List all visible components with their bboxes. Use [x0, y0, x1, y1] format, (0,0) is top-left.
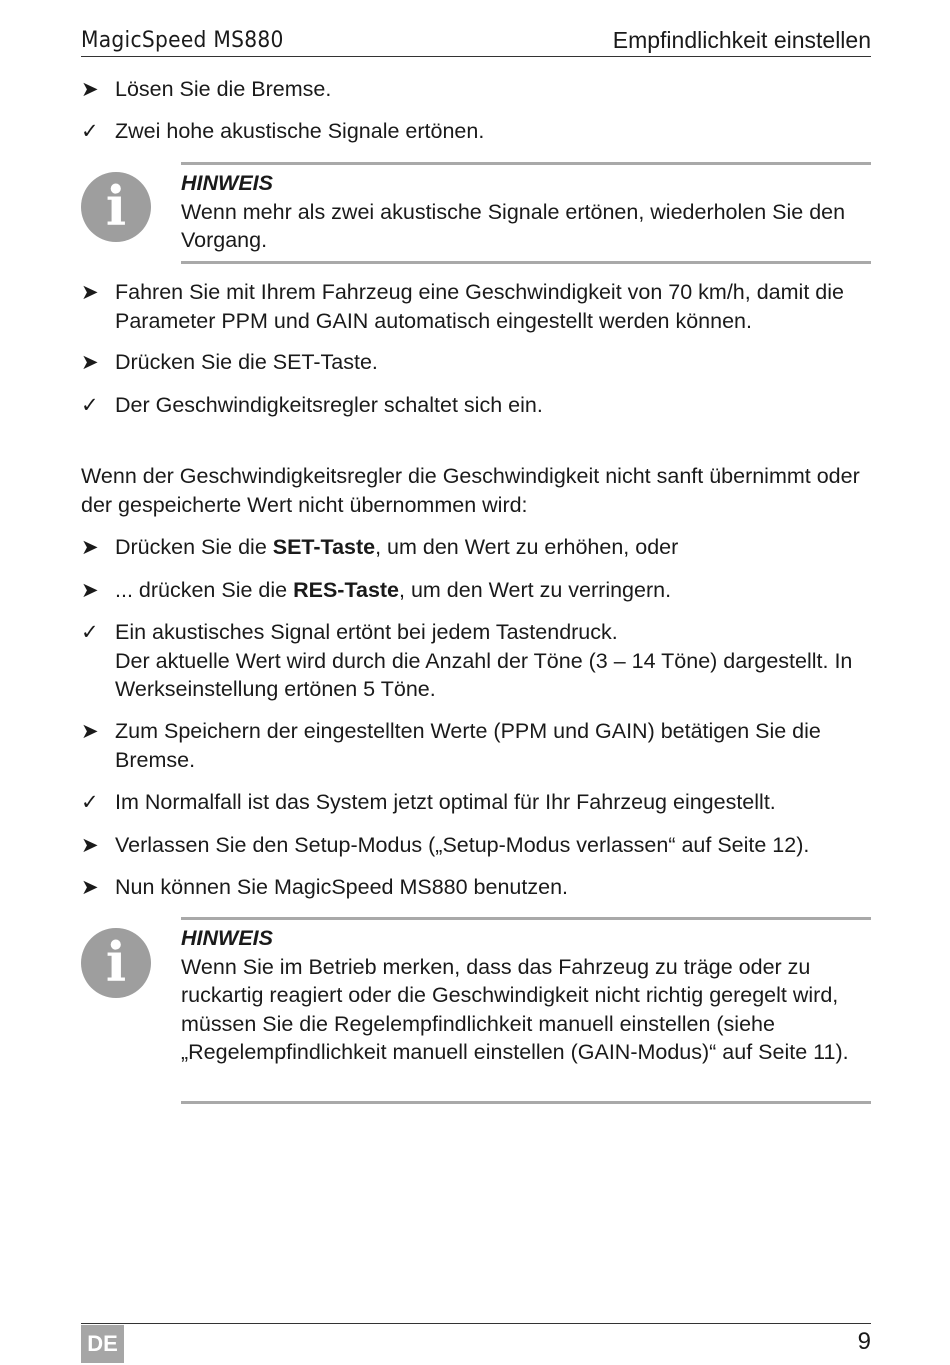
step-text: ... drücken Sie die RES-Taste, um den Wert zu verringern. — [115, 578, 672, 602]
note-text: Wenn mehr als zwei akustische Signale ertönen, wiederholen Sie den Vorgang. — [181, 199, 846, 252]
step-item — [81, 576, 873, 605]
key-name: RES-Taste — [293, 578, 400, 602]
product-name: MagicSpeed MS880 — [81, 28, 284, 53]
section-title: Empfindlichkeit einstellen — [612, 27, 871, 53]
check-icon: ✓ — [81, 790, 99, 814]
page-number: 9 — [857, 1328, 871, 1355]
result-item — [81, 117, 873, 146]
page-header — [81, 22, 871, 57]
arrow-icon: ➤ — [81, 350, 99, 374]
note-body — [181, 169, 871, 255]
step-text: Lösen Sie die Bremse. — [115, 77, 332, 101]
result-item — [81, 618, 873, 704]
key-name: SET-Taste — [272, 535, 376, 559]
note-rule-bottom — [181, 261, 871, 264]
step-text: Nun können Sie MagicSpeed MS880 benutzen. — [115, 875, 569, 899]
result-item — [81, 391, 873, 420]
arrow-icon: ➤ — [81, 875, 99, 899]
step-text: Zum Speichern der eingestellten Werte (PPM und GAIN) betätigen Sie die Bremse. — [115, 719, 821, 772]
note-title: HINWEIS — [181, 171, 273, 195]
step-text: Drücken Sie die SET-Taste, um den Wert zu erhöhen, oder — [115, 535, 679, 559]
note-text: Wenn Sie im Betrieb merken, dass das Fahrzeug zu träge oder zu ruckartig reagiert oder die Geschwindigkeit nicht richtig geregelt wird, müssen Sie die Regelempfindlichkeit manuell einstellen (siehe „Regelempfindlichkeit manuell einstellen (GAIN-Modus)“ auf Seite 11). — [181, 954, 849, 1064]
step-item — [81, 348, 873, 377]
arrow-icon: ➤ — [81, 833, 99, 857]
info-icon: i — [81, 172, 151, 242]
info-icon: i — [81, 928, 151, 998]
step-text: Drücken Sie die SET-Taste. — [115, 350, 378, 374]
note-body — [181, 924, 871, 1067]
step-item — [81, 533, 873, 562]
step-item — [81, 831, 873, 860]
step-text: Verlassen Sie den Setup-Modus („Setup-Modus verlassen“ auf Seite 12). — [115, 833, 810, 857]
check-icon: ✓ — [81, 119, 99, 143]
footer-rule — [81, 1323, 871, 1324]
step-item — [81, 278, 873, 335]
note-rule-top — [181, 162, 871, 165]
result-text: Im Normalfall ist das System jetzt optimal für Ihr Fahrzeug eingestellt. — [115, 790, 776, 814]
step-item — [81, 75, 873, 104]
language-badge: DE — [81, 1325, 124, 1363]
result-text: Ein akustisches Signal ertönt bei jedem Tastendruck. Der aktuelle Wert wird durch die Anzahl der Töne (3 – 14 Töne) dargestellt. In Werkseinstellung ertönen 5 Töne. — [115, 620, 853, 701]
note-rule-top — [181, 917, 871, 920]
step-text: Fahren Sie mit Ihrem Fahrzeug eine Geschwindigkeit von 70 km/h, damit die Parameter PPM und GAIN automatisch eingestellt werden können. — [115, 280, 844, 333]
result-text: Der Geschwindigkeitsregler schaltet sich ein. — [115, 393, 543, 417]
result-item — [81, 788, 873, 817]
arrow-icon: ➤ — [81, 719, 99, 743]
note-rule-bottom — [181, 1101, 871, 1104]
step-item — [81, 873, 873, 902]
arrow-icon: ➤ — [81, 578, 99, 602]
body-paragraph: Wenn der Geschwindigkeitsregler die Geschwindigkeit nicht sanft übernimmt oder der gespeicherte Wert nicht übernommen wird: — [81, 464, 860, 517]
check-icon: ✓ — [81, 393, 99, 417]
note-title: HINWEIS — [181, 926, 273, 950]
arrow-icon: ➤ — [81, 280, 99, 304]
step-item — [81, 717, 873, 774]
result-text: Zwei hohe akustische Signale ertönen. — [115, 119, 485, 143]
arrow-icon: ➤ — [81, 535, 99, 559]
check-icon: ✓ — [81, 620, 99, 644]
arrow-icon: ➤ — [81, 77, 99, 101]
